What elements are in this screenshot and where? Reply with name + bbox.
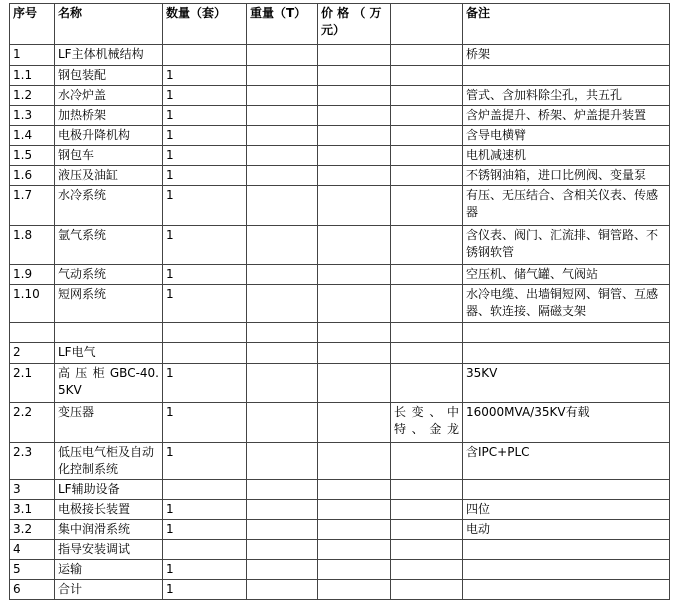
- cell-name: 水冷系统: [55, 186, 163, 226]
- table-row: [10, 166, 670, 186]
- table-row: [10, 580, 670, 600]
- cell-qty: 1: [163, 66, 247, 86]
- cell-no: 1.8: [10, 226, 55, 265]
- cell-name: 气动系统: [55, 265, 163, 285]
- cell-weight: [247, 580, 318, 600]
- cell-no: 3.1: [10, 500, 55, 520]
- cell-weight: [247, 285, 318, 323]
- cell-no: 5: [10, 560, 55, 580]
- cell-price: [318, 500, 391, 520]
- cell-price: [318, 560, 391, 580]
- table-row: [10, 364, 670, 403]
- cell-qty: 1: [163, 403, 247, 443]
- cell-no: 1.9: [10, 265, 55, 285]
- header-no: 序号: [10, 4, 55, 45]
- cell-name: 集中润滑系统: [55, 520, 163, 540]
- cell-price: [318, 166, 391, 186]
- cell-qty: 1: [163, 86, 247, 106]
- cell-price: [318, 146, 391, 166]
- table-row: [10, 560, 670, 580]
- cell-weight: [247, 520, 318, 540]
- cell-name: 变压器: [55, 403, 163, 443]
- cell-no: 1.10: [10, 285, 55, 323]
- cell-no: 1.1: [10, 66, 55, 86]
- cell-note: [463, 323, 670, 343]
- cell-note: 16000MVA/35KV有载: [463, 403, 670, 443]
- cell-no: 1: [10, 45, 55, 66]
- table-row: [10, 126, 670, 146]
- cell-price: [318, 186, 391, 226]
- cell-qty: 1: [163, 226, 247, 265]
- cell-maker: [391, 323, 463, 343]
- cell-price: [318, 443, 391, 480]
- cell-note: 不锈钢油箱，进口比例阀、变量泵: [463, 166, 670, 186]
- cell-note: 含炉盖提升、桥架、炉盖提升装置: [463, 106, 670, 126]
- cell-note: [463, 66, 670, 86]
- cell-weight: [247, 560, 318, 580]
- cell-weight: [247, 186, 318, 226]
- cell-weight: [247, 86, 318, 106]
- table-row: [10, 323, 670, 343]
- cell-qty: [163, 343, 247, 364]
- cell-qty: [163, 480, 247, 500]
- cell-qty: 1: [163, 166, 247, 186]
- cell-price: [318, 403, 391, 443]
- table-row: [10, 86, 670, 106]
- cell-note: 电机减速机: [463, 146, 670, 166]
- cell-weight: [247, 343, 318, 364]
- header-qty: 数量（套）: [163, 4, 247, 45]
- cell-name: 水冷炉盖: [55, 86, 163, 106]
- cell-note: 桥架: [463, 45, 670, 66]
- cell-weight: [247, 146, 318, 166]
- cell-maker: [391, 500, 463, 520]
- cell-qty: 1: [163, 500, 247, 520]
- cell-note: 电动: [463, 520, 670, 540]
- cell-note: 水冷电缆、出墙铜短网、铜管、互感器、软连接、隔磁支架: [463, 285, 670, 323]
- cell-weight: [247, 480, 318, 500]
- cell-weight: [247, 500, 318, 520]
- cell-price: [318, 126, 391, 146]
- cell-note: 四位: [463, 500, 670, 520]
- cell-name: 钢包车: [55, 146, 163, 166]
- table-row: [10, 265, 670, 285]
- cell-weight: [247, 126, 318, 146]
- cell-name: 氩气系统: [55, 226, 163, 265]
- cell-no: 2.2: [10, 403, 55, 443]
- cell-weight: [247, 166, 318, 186]
- header-maker: [391, 4, 463, 45]
- table-row: [10, 66, 670, 86]
- cell-maker: [391, 66, 463, 86]
- cell-qty: 1: [163, 364, 247, 403]
- cell-maker: [391, 146, 463, 166]
- table-row: [10, 500, 670, 520]
- cell-name: 钢包装配: [55, 66, 163, 86]
- cell-note: 35KV: [463, 364, 670, 403]
- cell-weight: [247, 323, 318, 343]
- table-row: [10, 106, 670, 126]
- cell-no: 6: [10, 580, 55, 600]
- cell-name: 合计: [55, 580, 163, 600]
- cell-qty: 1: [163, 443, 247, 480]
- cell-note: 含仪表、阀门、汇流排、铜管路、不锈钢软管: [463, 226, 670, 265]
- cell-price: [318, 226, 391, 265]
- cell-note: 含导电横臂: [463, 126, 670, 146]
- cell-weight: [247, 106, 318, 126]
- cell-no: 3: [10, 480, 55, 500]
- cell-qty: [163, 540, 247, 560]
- cell-price: [318, 265, 391, 285]
- table-row: [10, 226, 670, 265]
- cell-no: 1.4: [10, 126, 55, 146]
- cell-name: 短网系统: [55, 285, 163, 323]
- header-price: 价 格 （ 万元）: [318, 4, 391, 45]
- cell-no: 2.3: [10, 443, 55, 480]
- equipment-table: [9, 3, 670, 600]
- cell-price: [318, 364, 391, 403]
- cell-note: 空压机、储气罐、气阀站: [463, 265, 670, 285]
- cell-maker: [391, 86, 463, 106]
- cell-note: [463, 560, 670, 580]
- cell-maker: [391, 560, 463, 580]
- cell-maker: [391, 126, 463, 146]
- cell-name: 运输: [55, 560, 163, 580]
- cell-price: [318, 45, 391, 66]
- cell-name: LF主体机械结构: [55, 45, 163, 66]
- cell-no: 2.1: [10, 364, 55, 403]
- cell-qty: 1: [163, 146, 247, 166]
- cell-weight: [247, 540, 318, 560]
- cell-price: [318, 343, 391, 364]
- cell-note: [463, 540, 670, 560]
- cell-weight: [247, 364, 318, 403]
- cell-maker: [391, 186, 463, 226]
- table-row: [10, 540, 670, 560]
- cell-note: [463, 343, 670, 364]
- cell-maker: [391, 265, 463, 285]
- cell-no: 1.6: [10, 166, 55, 186]
- cell-note: [463, 580, 670, 600]
- cell-note: [463, 480, 670, 500]
- cell-note: 有压、无压结合、含相关仪表、传感器: [463, 186, 670, 226]
- cell-maker: [391, 443, 463, 480]
- header-note: 备注: [463, 4, 670, 45]
- cell-maker: [391, 580, 463, 600]
- table-row: [10, 443, 670, 480]
- cell-qty: 1: [163, 580, 247, 600]
- cell-no: 1.7: [10, 186, 55, 226]
- cell-maker: [391, 540, 463, 560]
- cell-name: 指导安装调试: [55, 540, 163, 560]
- cell-weight: [247, 45, 318, 66]
- cell-maker: [391, 343, 463, 364]
- header-weight: 重量（T）: [247, 4, 318, 45]
- cell-no: 1.2: [10, 86, 55, 106]
- cell-name: 加热桥架: [55, 106, 163, 126]
- cell-no: 2: [10, 343, 55, 364]
- cell-qty: 1: [163, 126, 247, 146]
- cell-weight: [247, 443, 318, 480]
- cell-name: 低压电气柜及自动化控制系统: [55, 443, 163, 480]
- cell-qty: 1: [163, 285, 247, 323]
- cell-note: 管式、含加料除尘孔，共五孔: [463, 86, 670, 106]
- cell-qty: 1: [163, 106, 247, 126]
- cell-no: 3.2: [10, 520, 55, 540]
- header-name: 名称: [55, 4, 163, 45]
- table-row: [10, 45, 670, 66]
- cell-weight: [247, 403, 318, 443]
- table-row: [10, 480, 670, 500]
- cell-no: 1.3: [10, 106, 55, 126]
- cell-maker: [391, 285, 463, 323]
- cell-name: 高 压 柜 GBC-40.5KV: [55, 364, 163, 403]
- table-row: [10, 343, 670, 364]
- cell-maker: [391, 45, 463, 66]
- cell-qty: 1: [163, 520, 247, 540]
- cell-weight: [247, 66, 318, 86]
- table-row: [10, 186, 670, 226]
- cell-qty: [163, 323, 247, 343]
- cell-maker: [391, 166, 463, 186]
- cell-name: 电极接长装置: [55, 500, 163, 520]
- cell-maker: [391, 106, 463, 126]
- cell-qty: 1: [163, 560, 247, 580]
- cell-name: 电极升降机构: [55, 126, 163, 146]
- cell-name: LF辅助设备: [55, 480, 163, 500]
- table-row: [10, 403, 670, 443]
- cell-qty: [163, 45, 247, 66]
- cell-price: [318, 520, 391, 540]
- cell-note: 含IPC+PLC: [463, 443, 670, 480]
- cell-maker: [391, 364, 463, 403]
- cell-no: [10, 323, 55, 343]
- cell-maker: [391, 520, 463, 540]
- table-row: [10, 520, 670, 540]
- cell-no: 1.5: [10, 146, 55, 166]
- cell-name: [55, 323, 163, 343]
- cell-price: [318, 66, 391, 86]
- cell-price: [318, 480, 391, 500]
- cell-qty: 1: [163, 186, 247, 226]
- cell-name: 液压及油缸: [55, 166, 163, 186]
- cell-maker: [391, 226, 463, 265]
- cell-price: [318, 106, 391, 126]
- cell-no: 4: [10, 540, 55, 560]
- cell-weight: [247, 226, 318, 265]
- table-row: [10, 146, 670, 166]
- cell-price: [318, 540, 391, 560]
- cell-price: [318, 323, 391, 343]
- cell-maker: [391, 480, 463, 500]
- cell-price: [318, 86, 391, 106]
- cell-name: LF电气: [55, 343, 163, 364]
- cell-price: [318, 580, 391, 600]
- table-row: [10, 285, 670, 323]
- cell-qty: 1: [163, 265, 247, 285]
- header-row: [10, 4, 670, 45]
- cell-maker: 长 变 、 中特、金龙: [391, 403, 463, 443]
- cell-weight: [247, 265, 318, 285]
- cell-price: [318, 285, 391, 323]
